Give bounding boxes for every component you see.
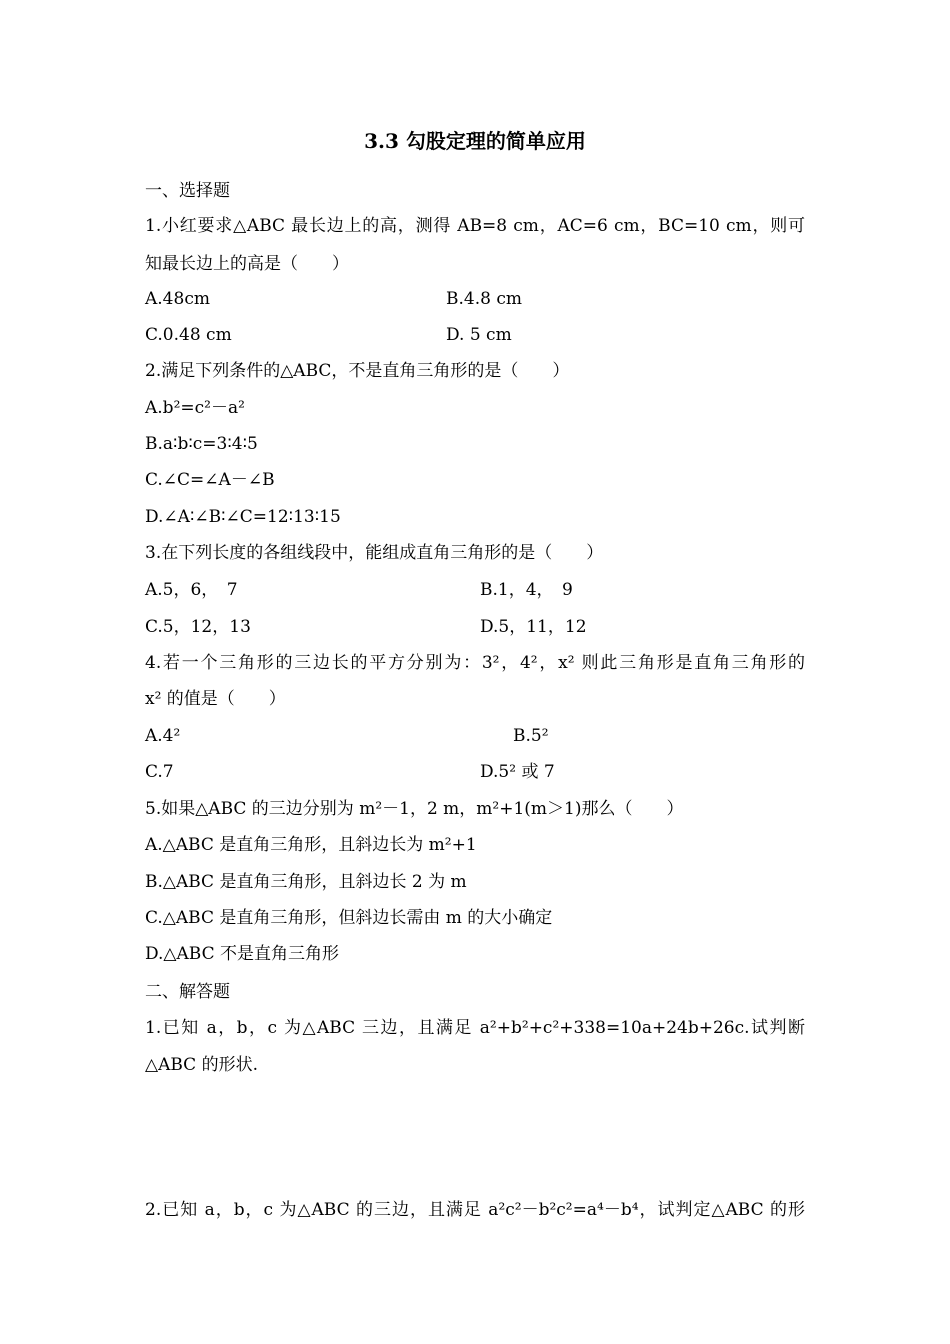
q5-option-b: B.△ABC 是直角三角形，且斜边长 2 为 m [145,872,467,892]
q1-option-d: D. 5 cm [446,325,512,345]
q1-stem-line1: 1.小红要求△ABC 最长边上的高，测得 AB=8 cm，AC=6 cm，BC=10 cm，则可 [145,216,805,236]
q3-option-d: D.5，11，12 [480,617,587,637]
q2-option-c: C.∠C=∠A－∠B [145,470,275,490]
q4-option-b: B.5² [513,726,549,746]
q2-option-d: D.∠A∶∠B∶∠C=12∶13∶15 [145,507,341,527]
q5-option-a: A.△ABC 是直角三角形，且斜边长为 m²+1 [145,835,477,855]
p1-stem-line2: △ABC 的形状. [145,1055,258,1075]
q2-stem: 2.满足下列条件的△ABC，不是直角三角形的是（ ） [145,361,570,381]
q3-option-c: C.5，12，13 [145,617,251,637]
q2-option-b: B.a∶b∶c=3∶4∶5 [145,434,258,454]
q4-option-c: C.7 [145,762,174,782]
p1-stem-line1: 1.已知 a，b，c 为△ABC 三边，且满足 a²+b²+c²+338=10a+24b+26c.试判断 [145,1018,805,1038]
q5-stem: 5.如果△ABC 的三边分别为 m²－1，2 m，m²+1(m＞1)那么（ ） [145,799,684,819]
q3-stem: 3.在下列长度的各组线段中，能组成直角三角形的是（ ） [145,543,604,563]
section-heading-answer: 二、解答题 [145,982,230,1002]
q1-stem-line2: 知最长边上的高是（ ） [145,254,349,274]
q2-option-a: A.b²=c²－a² [145,398,245,418]
q5-option-c: C.△ABC 是直角三角形，但斜边长需由 m 的大小确定 [145,908,553,928]
q1-option-b: B.4.8 cm [446,289,522,309]
q5-option-d: D.△ABC 不是直角三角形 [145,944,339,964]
p2-stem-line1: 2.已知 a，b，c 为△ABC 的三边，且满足 a²c²－b²c²=a⁴－b⁴，试判定△ABC 的形 [145,1200,805,1220]
page-title: 3.3 勾股定理的简单应用 [364,129,586,153]
q1-option-c: C.0.48 cm [145,325,232,345]
q3-option-a: A.5，6， 7 [145,580,238,600]
q4-option-d: D.5² 或 7 [480,762,555,782]
q4-stem-line1: 4.若一个三角形的三边长的平方分别为：3²，4²，x² 则此三角形是直角三角形的 [145,653,805,673]
q3-option-b: B.1，4， 9 [480,580,573,600]
q4-stem-line2: x² 的值是（ ） [145,689,286,709]
q4-option-a: A.4² [145,726,181,746]
q1-option-a: A.48cm [145,289,210,309]
section-heading-choice: 一、选择题 [145,181,230,201]
